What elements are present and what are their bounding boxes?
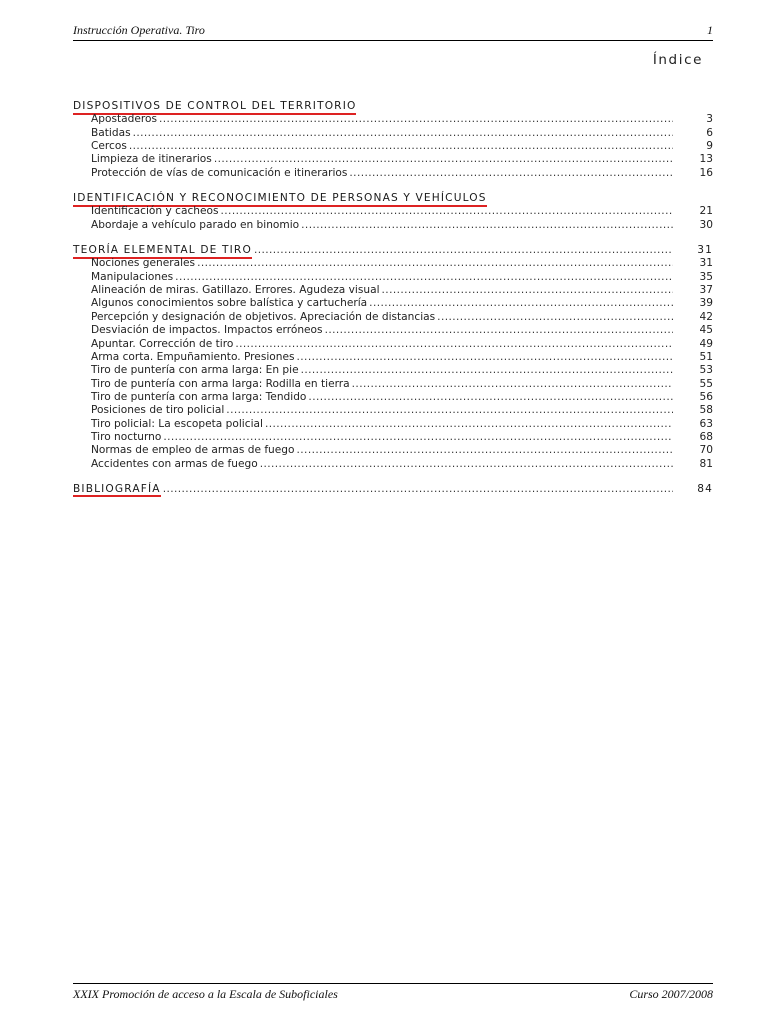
entry-page-number: 55	[699, 377, 713, 390]
footer-course-name: XXIX Promoción de acceso a la Escala de Suboficiales	[73, 987, 338, 1001]
entry-page-number: 39	[699, 297, 713, 310]
dot-leader	[301, 219, 673, 232]
dot-leader	[382, 284, 673, 297]
dot-leader	[214, 153, 673, 166]
entry-page-number: 68	[699, 430, 713, 443]
toc-entry[interactable]	[73, 153, 713, 166]
toc-entry[interactable]	[73, 284, 713, 297]
entry-title: Apostaderos	[91, 113, 157, 126]
toc-entry[interactable]	[73, 219, 713, 232]
toc-entry[interactable]	[73, 205, 713, 218]
entry-page-number: 63	[699, 417, 713, 430]
entry-title: Arma corta. Empuñamiento. Presiones	[91, 350, 295, 363]
page-header	[73, 23, 713, 41]
dot-leader	[349, 167, 673, 180]
entry-title: Normas de empleo de armas de fuego	[91, 444, 295, 457]
toc-entry[interactable]	[73, 167, 713, 180]
section-title: IDENTIFICACIÓN Y RECONOCIMIENTO DE PERSONAS Y VEHÍCULOS	[73, 193, 487, 207]
dot-leader	[325, 324, 673, 337]
dot-leader	[163, 483, 673, 496]
entry-title: Percepción y designación de objetivos. Apreciación de distancias	[91, 310, 436, 323]
dot-leader	[175, 271, 673, 284]
entry-page-number: 31	[699, 257, 713, 270]
toc-section-heading[interactable]	[73, 483, 713, 496]
dot-leader	[133, 127, 673, 140]
toc-entry[interactable]	[73, 271, 713, 284]
header-title: Instrucción Operativa. Tiro	[73, 23, 205, 37]
toc-entry[interactable]	[73, 140, 713, 153]
dot-leader	[297, 444, 673, 457]
entry-page-number: 56	[699, 390, 713, 403]
dot-leader	[297, 351, 673, 364]
entry-page-number: 53	[699, 364, 713, 377]
dot-leader	[308, 391, 673, 404]
entry-page-number: 30	[699, 218, 713, 231]
entry-page-number: 35	[699, 270, 713, 283]
section-page-number: 31	[697, 244, 713, 257]
dot-leader	[301, 364, 673, 377]
toc-section-heading[interactable]	[73, 100, 713, 113]
dot-leader	[235, 338, 673, 351]
entry-title: Alineación de miras. Gatillazo. Errores. Agudeza visual	[91, 284, 380, 297]
entry-title: Cercos	[91, 140, 127, 153]
entry-page-number: 42	[699, 310, 713, 323]
entry-page-number: 16	[699, 166, 713, 179]
section-title: DISPOSITIVOS DE CONTROL DEL TERRITORIO	[73, 101, 356, 115]
table-of-contents	[73, 100, 713, 508]
entry-title: Protección de vías de comunicación e itinerarios	[91, 166, 348, 179]
toc-entry[interactable]	[73, 324, 713, 337]
entry-title: Tiro de puntería con arma larga: Rodilla en tierra	[91, 377, 350, 390]
entry-page-number: 6	[706, 126, 713, 139]
entry-title: Manipulaciones	[91, 270, 174, 283]
dot-leader	[265, 418, 673, 431]
entry-title: Posiciones de tiro policial	[91, 404, 225, 417]
toc-entry[interactable]	[73, 297, 713, 310]
entry-title: Tiro policial: La escopeta policial	[91, 417, 263, 430]
toc-section-heading[interactable]	[73, 244, 713, 257]
dot-leader	[197, 257, 673, 270]
entry-title: Abordaje a vehículo parado en binomio	[91, 218, 300, 231]
toc-section	[73, 244, 713, 471]
entry-title: Tiro de puntería con arma larga: En pie	[91, 364, 299, 377]
dot-leader	[221, 205, 673, 218]
entry-page-number: 37	[699, 284, 713, 297]
toc-section	[73, 100, 713, 180]
toc-entry[interactable]	[73, 127, 713, 140]
entry-title: Limpieza de itinerarios	[91, 153, 212, 166]
dot-leader	[254, 244, 673, 257]
section-page-number: 84	[697, 482, 713, 495]
dot-leader	[352, 378, 673, 391]
entry-page-number: 70	[699, 444, 713, 457]
toc-entry[interactable]	[73, 418, 713, 431]
entry-page-number: 45	[699, 324, 713, 337]
entry-title: Identificación y cacheos	[91, 205, 219, 218]
toc-entry[interactable]	[73, 444, 713, 457]
toc-entry[interactable]	[73, 431, 713, 444]
entry-title: Apuntar. Corrección de tiro	[91, 337, 234, 350]
dot-leader	[159, 113, 673, 126]
entry-page-number: 58	[699, 404, 713, 417]
entry-title: Tiro de puntería con arma larga: Tendido	[91, 390, 307, 403]
toc-section	[73, 192, 713, 232]
entry-title: Batidas	[91, 126, 131, 139]
toc-entry[interactable]	[73, 404, 713, 417]
toc-entry[interactable]	[73, 257, 713, 270]
dot-leader	[226, 404, 673, 417]
toc-section	[73, 483, 713, 496]
toc-entry[interactable]	[73, 311, 713, 324]
toc-entry[interactable]	[73, 113, 713, 126]
entry-page-number: 81	[699, 457, 713, 470]
header-page-number: 1	[707, 23, 713, 37]
entry-page-number: 49	[699, 337, 713, 350]
index-title: Índice	[652, 52, 703, 68]
toc-entry[interactable]	[73, 351, 713, 364]
footer-course-year: Curso 2007/2008	[629, 987, 713, 1001]
entry-title: Algunos conocimientos sobre balística y cartuchería	[91, 297, 368, 310]
entry-page-number: 9	[706, 140, 713, 153]
page-footer	[73, 983, 713, 1004]
entry-page-number: 21	[699, 205, 713, 218]
dot-leader	[163, 431, 673, 444]
entry-page-number: 3	[706, 113, 713, 126]
entry-title: Tiro nocturno	[91, 430, 162, 443]
toc-entry[interactable]	[73, 391, 713, 404]
toc-entry[interactable]	[73, 338, 713, 351]
entry-title: Nociones generales	[91, 257, 196, 270]
toc-section-heading[interactable]	[73, 192, 713, 205]
toc-entry[interactable]	[73, 378, 713, 391]
entry-page-number: 51	[699, 350, 713, 363]
dot-leader	[260, 458, 673, 471]
toc-entry[interactable]	[73, 364, 713, 377]
entry-page-number: 13	[699, 153, 713, 166]
dot-leader	[369, 297, 673, 310]
dot-leader	[129, 140, 673, 153]
section-title: TEORÍA ELEMENTAL DE TIRO	[73, 245, 252, 259]
section-title: BIBLIOGRAFÍA	[73, 484, 161, 498]
toc-entry[interactable]	[73, 458, 713, 471]
dot-leader	[437, 311, 673, 324]
entry-title: Accidentes con armas de fuego	[91, 457, 258, 470]
entry-title: Desviación de impactos. Impactos erróneos	[91, 324, 323, 337]
